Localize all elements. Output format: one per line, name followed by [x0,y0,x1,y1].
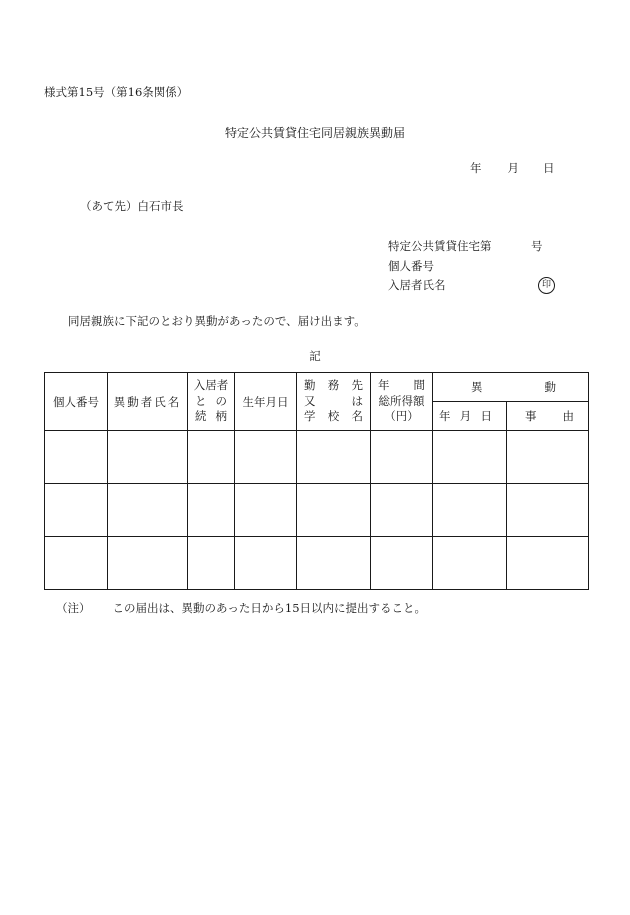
ki-heading: 記 [309,349,321,363]
cell-personal-number[interactable] [45,431,108,484]
addressee: （あて先）白石市長 [80,199,184,213]
header-income-line2: 総所得額 [378,393,425,408]
header-change-reason [507,402,589,431]
housing-number-row [388,237,558,257]
cell-workplace[interactable] [297,484,371,537]
header-change-date-char: 日 [480,409,492,423]
cell-change-date[interactable] [433,537,507,590]
personal-number-row [388,257,558,277]
header-change-date [433,402,507,431]
header-workplace [297,373,371,431]
footnote-label: （注） [56,601,91,615]
cell-name[interactable] [108,537,188,590]
cell-relationship[interactable] [188,484,235,537]
cell-change-reason[interactable] [507,537,589,590]
header-income-line1 [371,378,432,394]
cell-birth-date[interactable] [235,431,297,484]
header-change-date-text [433,408,506,424]
header-relationship-line2 [188,394,234,410]
cell-birth-date[interactable] [235,537,297,590]
cell-personal-number[interactable] [45,537,108,590]
header-change-reason-char: 事 [525,409,537,423]
header-workplace-char: 勤 [304,378,316,393]
cell-name[interactable] [108,431,188,484]
resident-name-row [388,276,558,296]
header-change-reason-text [507,408,588,424]
cell-relationship[interactable] [188,431,235,484]
header-birth-date: 生年月日 [235,373,297,431]
footnote [56,600,426,616]
cell-personal-number[interactable] [45,484,108,537]
date-year-label: 年 [470,161,482,175]
cell-workplace[interactable] [297,431,371,484]
header-change-reason-char: 由 [562,409,574,423]
form-number: 様式第15号（第16条関係） [44,85,189,99]
header-income-line3: （円） [384,409,419,424]
footnote-text: この届出は、異動のあった日から15日以内に提出すること。 [112,601,427,615]
header-workplace-char: 学 [304,409,316,424]
header-change [433,373,589,402]
header-personal-number: 個人番号 [45,373,108,431]
header-workplace-line1 [297,378,370,394]
header-workplace-char: 先 [351,378,363,393]
cell-name[interactable] [108,484,188,537]
header-change-text [433,379,588,395]
cell-income[interactable] [371,431,433,484]
housing-number-suffix: 号 [531,239,543,253]
date-day-label: 日 [543,161,555,175]
cell-birth-date[interactable] [235,484,297,537]
header-name [108,373,188,431]
header-workplace-char: 校 [327,409,340,424]
cell-workplace[interactable] [297,537,371,590]
cell-income[interactable] [371,537,433,590]
cell-income[interactable] [371,484,433,537]
header-relationship-char: 柄 [215,409,227,424]
header-relationship [188,373,235,431]
header-workplace-char: 又 [304,393,316,408]
header-name-text: 異動者氏名 [113,394,182,409]
seal-mark: 印 [538,277,555,294]
header-workplace-char: は [351,393,363,408]
header-relationship-char: 続 [195,409,207,424]
date-month-label: 月 [507,161,519,175]
change-table [44,372,589,590]
notice-text: 同居親族に下記のとおり異動があったので、届け出ます。 [68,314,366,328]
header-workplace-char: 名 [351,409,363,424]
table-row [45,537,589,590]
cell-change-date[interactable] [433,484,507,537]
header-workplace-line3 [297,409,370,425]
date-line [470,160,555,176]
header-change-char: 異 [471,380,483,394]
cell-change-reason[interactable] [507,484,589,537]
cell-change-reason[interactable] [507,431,589,484]
table-row [45,431,589,484]
cell-relationship[interactable] [188,537,235,590]
header-relationship-line1: 入居者 [193,378,229,393]
document-title: 特定公共賃貸住宅同居親族異動届 [224,126,405,140]
header-relationship-line3 [188,409,234,425]
personal-number-label: 個人番号 [388,258,434,273]
housing-label: 特定公共賃貸住宅第 [388,239,492,253]
applicant-block [388,237,558,296]
header-income [371,373,433,431]
header-relationship-char: と [195,393,207,408]
resident-name-label: 入居者氏名 [388,278,446,292]
header-income-char: 間 [413,378,425,393]
header-change-date-char: 年 [439,409,451,423]
header-income-char: 年 [378,378,390,393]
table-row [45,484,589,537]
header-workplace-line2 [297,394,370,410]
header-workplace-char: 務 [327,378,340,393]
header-relationship-char: の [215,393,227,408]
header-change-date-char: 月 [459,409,472,423]
header-change-char: 動 [544,380,556,394]
cell-change-date[interactable] [433,431,507,484]
